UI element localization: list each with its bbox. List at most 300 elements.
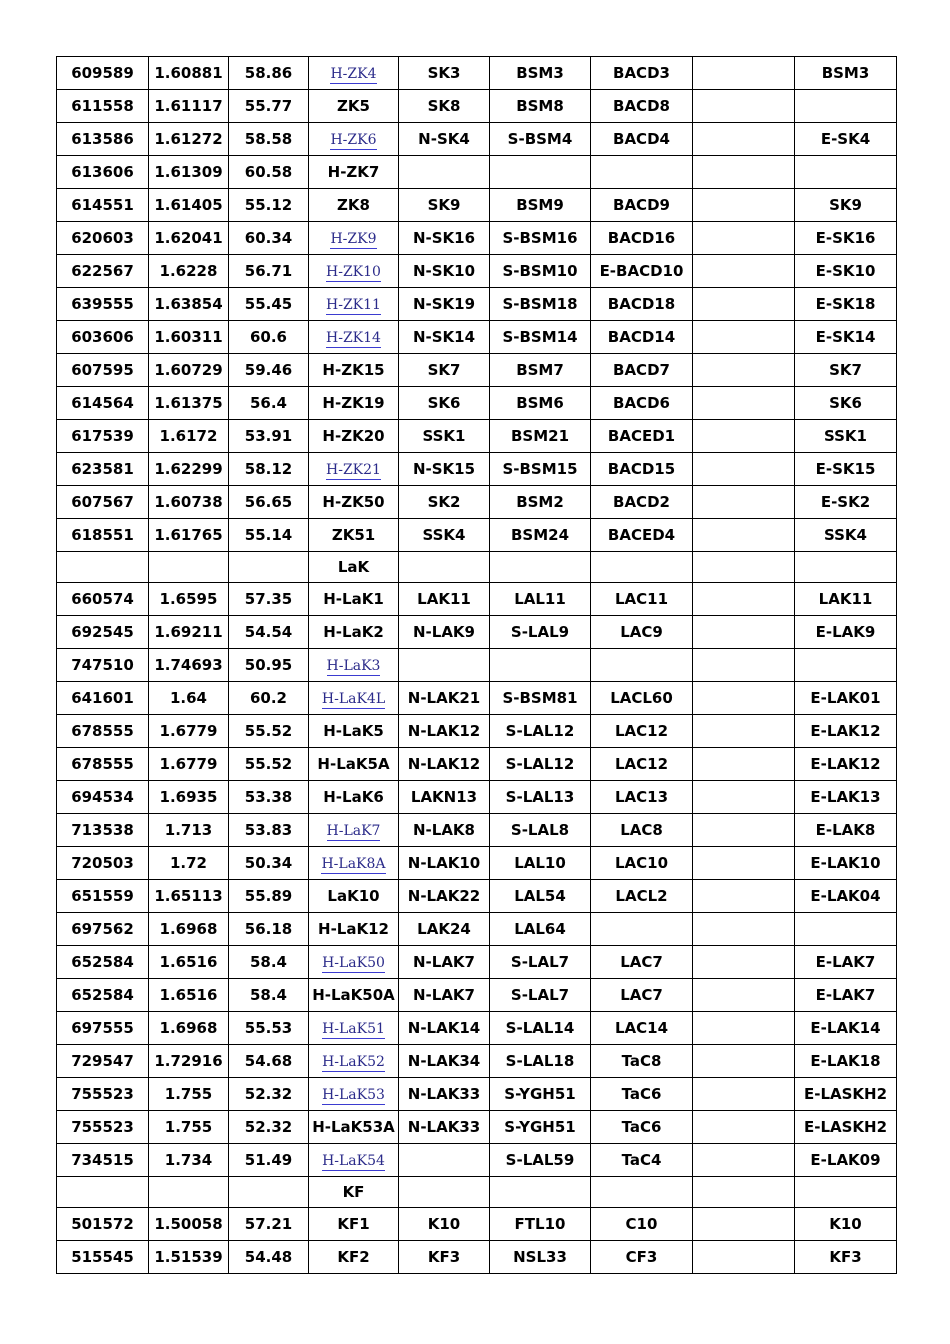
alt-grade-d-cell (693, 1241, 795, 1274)
alt-grade-a-cell: LAKN13 (399, 781, 490, 814)
code-cell: 501572 (57, 1208, 149, 1241)
table-row (57, 847, 897, 880)
alt-grade-b-cell: BSM9 (490, 189, 591, 222)
grade-cell: H-LaK50A (309, 979, 399, 1012)
alt-grade-e-cell: E-LAK01 (795, 682, 897, 715)
table-row (57, 880, 897, 913)
grade-link-cell[interactable] (309, 649, 399, 682)
alt-grade-c-cell: BACD8 (591, 90, 693, 123)
alt-grade-d-cell (693, 519, 795, 552)
alt-grade-c-cell: LAC13 (591, 781, 693, 814)
alt-grade-d-cell (693, 913, 795, 946)
alt-grade-a-cell (399, 552, 490, 583)
alt-grade-d-cell (693, 1177, 795, 1208)
alt-grade-c-cell: TaC6 (591, 1078, 693, 1111)
alt-grade-a-cell: SSK1 (399, 420, 490, 453)
alt-grade-e-cell: E-LAK10 (795, 847, 897, 880)
alt-grade-d-cell (693, 583, 795, 616)
alt-grade-b-cell: S-LAL18 (490, 1045, 591, 1078)
alt-grade-e-cell (795, 649, 897, 682)
alt-grade-e-cell: SK7 (795, 354, 897, 387)
grade-link-cell[interactable] (309, 1045, 399, 1078)
vd-cell: 51.49 (229, 1144, 309, 1177)
alt-grade-e-cell: E-SK10 (795, 255, 897, 288)
table-row (57, 715, 897, 748)
nd-cell: 1.734 (149, 1144, 229, 1177)
grade-link[interactable]: H-LaK53 (322, 1087, 385, 1103)
table-row (57, 222, 897, 255)
grade-link-cell[interactable] (309, 222, 399, 255)
glass-cross-reference-table (56, 56, 897, 1274)
table-row (57, 123, 897, 156)
alt-grade-c-cell: BACD4 (591, 123, 693, 156)
code-cell: 651559 (57, 880, 149, 913)
alt-grade-c-cell: LACL60 (591, 682, 693, 715)
table-row (57, 519, 897, 552)
code-cell: 660574 (57, 583, 149, 616)
vd-cell: 59.46 (229, 354, 309, 387)
grade-link-cell[interactable] (309, 123, 399, 156)
grade-link[interactable]: H-LaK52 (322, 1054, 385, 1070)
code-cell: 617539 (57, 420, 149, 453)
grade-link-cell[interactable] (309, 57, 399, 90)
alt-grade-e-cell: BSM3 (795, 57, 897, 90)
code-cell: 720503 (57, 847, 149, 880)
grade-link[interactable]: H-LaK7 (326, 823, 381, 839)
code-cell: 713538 (57, 814, 149, 847)
code-cell: 611558 (57, 90, 149, 123)
alt-grade-c-cell: LAC7 (591, 946, 693, 979)
table-row (57, 90, 897, 123)
grade-cell: H-LaK5 (309, 715, 399, 748)
code-cell: 694534 (57, 781, 149, 814)
alt-grade-e-cell: E-LAK7 (795, 979, 897, 1012)
table-row (57, 583, 897, 616)
alt-grade-a-cell: N-LAK34 (399, 1045, 490, 1078)
alt-grade-d-cell (693, 189, 795, 222)
alt-grade-d-cell (693, 420, 795, 453)
alt-grade-c-cell: LAC12 (591, 748, 693, 781)
alt-grade-e-cell: SSK4 (795, 519, 897, 552)
table-row (57, 486, 897, 519)
code-cell: 692545 (57, 616, 149, 649)
alt-grade-a-cell: N-LAK9 (399, 616, 490, 649)
alt-grade-a-cell: N-SK4 (399, 123, 490, 156)
alt-grade-d-cell (693, 453, 795, 486)
alt-grade-d-cell (693, 387, 795, 420)
alt-grade-e-cell: SK6 (795, 387, 897, 420)
nd-cell: 1.61375 (149, 387, 229, 420)
alt-grade-c-cell: BACED1 (591, 420, 693, 453)
alt-grade-d-cell (693, 552, 795, 583)
alt-grade-b-cell: FTL10 (490, 1208, 591, 1241)
alt-grade-d-cell (693, 1144, 795, 1177)
table-row (57, 354, 897, 387)
alt-grade-e-cell: E-LAK7 (795, 946, 897, 979)
alt-grade-e-cell (795, 913, 897, 946)
nd-cell: 1.6516 (149, 979, 229, 1012)
alt-grade-d-cell (693, 814, 795, 847)
alt-grade-a-cell: K10 (399, 1208, 490, 1241)
alt-grade-a-cell: N-LAK33 (399, 1078, 490, 1111)
alt-grade-b-cell (490, 649, 591, 682)
alt-grade-c-cell: LAC14 (591, 1012, 693, 1045)
table-row (57, 913, 897, 946)
alt-grade-e-cell: E-LAK12 (795, 715, 897, 748)
alt-grade-e-cell: E-SK14 (795, 321, 897, 354)
alt-grade-e-cell (795, 90, 897, 123)
alt-grade-a-cell: SK8 (399, 90, 490, 123)
alt-grade-d-cell (693, 354, 795, 387)
alt-grade-b-cell: S-YGH51 (490, 1111, 591, 1144)
grade-link-cell[interactable] (309, 847, 399, 880)
alt-grade-e-cell (795, 156, 897, 189)
vd-cell: 53.83 (229, 814, 309, 847)
nd-cell: 1.72916 (149, 1045, 229, 1078)
alt-grade-e-cell: SK9 (795, 189, 897, 222)
grade-cell: H-ZK20 (309, 420, 399, 453)
alt-grade-b-cell: S-BSM15 (490, 453, 591, 486)
grade-link[interactable]: H-ZK4 (330, 66, 377, 82)
alt-grade-e-cell: E-LAK13 (795, 781, 897, 814)
code-cell: 613586 (57, 123, 149, 156)
grade-cell: ZK5 (309, 90, 399, 123)
grade-link-cell[interactable] (309, 255, 399, 288)
grade-link-cell[interactable] (309, 946, 399, 979)
grade-link-cell[interactable] (309, 1144, 399, 1177)
alt-grade-a-cell: SK9 (399, 189, 490, 222)
alt-grade-e-cell: E-LAK18 (795, 1045, 897, 1078)
grade-link[interactable]: H-LaK4L (321, 691, 386, 707)
alt-grade-a-cell: N-SK15 (399, 453, 490, 486)
grade-cell: H-ZK19 (309, 387, 399, 420)
nd-cell: 1.6595 (149, 583, 229, 616)
alt-grade-c-cell: BACD2 (591, 486, 693, 519)
alt-grade-e-cell: E-LASKH2 (795, 1111, 897, 1144)
alt-grade-a-cell: LAK11 (399, 583, 490, 616)
table-row (57, 189, 897, 222)
grade-cell: H-LaK6 (309, 781, 399, 814)
table-row (57, 1208, 897, 1241)
grade-link[interactable]: H-ZK10 (326, 264, 381, 280)
alt-grade-a-cell (399, 1177, 490, 1208)
nd-cell: 1.6779 (149, 715, 229, 748)
code-cell: 607595 (57, 354, 149, 387)
nd-cell: 1.60881 (149, 57, 229, 90)
alt-grade-b-cell: S-LAL7 (490, 979, 591, 1012)
code-cell: 697555 (57, 1012, 149, 1045)
alt-grade-a-cell (399, 156, 490, 189)
table-row (57, 1045, 897, 1078)
alt-grade-a-cell: KF3 (399, 1241, 490, 1274)
alt-grade-c-cell: LACL2 (591, 880, 693, 913)
alt-grade-c-cell: LAC7 (591, 979, 693, 1012)
vd-cell: 53.38 (229, 781, 309, 814)
alt-grade-c-cell (591, 1177, 693, 1208)
alt-grade-b-cell: S-LAL7 (490, 946, 591, 979)
table-row (57, 255, 897, 288)
grade-cell: KF (309, 1177, 399, 1208)
alt-grade-c-cell: C10 (591, 1208, 693, 1241)
alt-grade-d-cell (693, 946, 795, 979)
table-row (57, 1144, 897, 1177)
code-cell: 755523 (57, 1078, 149, 1111)
code-cell: 652584 (57, 979, 149, 1012)
code-cell: 603606 (57, 321, 149, 354)
alt-grade-a-cell: SSK4 (399, 519, 490, 552)
grade-link[interactable]: H-LaK8A (321, 856, 386, 872)
vd-cell: 58.12 (229, 453, 309, 486)
vd-cell: 55.45 (229, 288, 309, 321)
table-row (57, 1241, 897, 1274)
alt-grade-c-cell: LAC9 (591, 616, 693, 649)
alt-grade-d-cell (693, 682, 795, 715)
grade-cell: H-LaK2 (309, 616, 399, 649)
alt-grade-a-cell: N-LAK22 (399, 880, 490, 913)
alt-grade-e-cell: E-LAK14 (795, 1012, 897, 1045)
grade-link-cell[interactable] (309, 453, 399, 486)
code-cell: 652584 (57, 946, 149, 979)
code-cell: 623581 (57, 453, 149, 486)
grade-link[interactable]: H-ZK9 (330, 231, 377, 247)
table-row (57, 156, 897, 189)
grade-link[interactable]: H-ZK11 (326, 297, 381, 313)
vd-cell: 55.12 (229, 189, 309, 222)
alt-grade-d-cell (693, 715, 795, 748)
alt-grade-c-cell: BACD14 (591, 321, 693, 354)
alt-grade-c-cell (591, 649, 693, 682)
nd-cell: 1.64 (149, 682, 229, 715)
grade-cell: H-LaK53A (309, 1111, 399, 1144)
alt-grade-b-cell (490, 552, 591, 583)
table-row (57, 420, 897, 453)
alt-grade-c-cell: BACED4 (591, 519, 693, 552)
table-row (57, 387, 897, 420)
alt-grade-d-cell (693, 123, 795, 156)
vd-cell: 56.18 (229, 913, 309, 946)
alt-grade-d-cell (693, 748, 795, 781)
vd-cell: 55.89 (229, 880, 309, 913)
alt-grade-c-cell: BACD7 (591, 354, 693, 387)
vd-cell: 55.53 (229, 1012, 309, 1045)
vd-cell (229, 552, 309, 583)
alt-grade-e-cell (795, 552, 897, 583)
code-cell: 614551 (57, 189, 149, 222)
vd-cell: 54.54 (229, 616, 309, 649)
grade-link[interactable]: H-LaK54 (322, 1153, 385, 1169)
vd-cell: 56.65 (229, 486, 309, 519)
alt-grade-e-cell: LAK11 (795, 583, 897, 616)
alt-grade-d-cell (693, 1045, 795, 1078)
vd-cell: 55.14 (229, 519, 309, 552)
table-row (57, 57, 897, 90)
vd-cell: 50.95 (229, 649, 309, 682)
alt-grade-e-cell: E-LAK04 (795, 880, 897, 913)
table-row (57, 979, 897, 1012)
alt-grade-b-cell (490, 156, 591, 189)
nd-cell: 1.755 (149, 1078, 229, 1111)
table-row (57, 288, 897, 321)
grade-link-cell[interactable] (309, 288, 399, 321)
nd-cell: 1.6172 (149, 420, 229, 453)
nd-cell: 1.6968 (149, 1012, 229, 1045)
nd-cell: 1.61272 (149, 123, 229, 156)
table-row (57, 682, 897, 715)
alt-grade-b-cell: NSL33 (490, 1241, 591, 1274)
grade-link[interactable]: H-LaK51 (322, 1021, 385, 1037)
nd-cell: 1.51539 (149, 1241, 229, 1274)
alt-grade-a-cell: N-LAK12 (399, 715, 490, 748)
alt-grade-c-cell: LAC11 (591, 583, 693, 616)
grade-link[interactable]: H-ZK6 (330, 132, 377, 148)
alt-grade-a-cell: SK6 (399, 387, 490, 420)
grade-cell: H-LaK5A (309, 748, 399, 781)
section-header-row (57, 1177, 897, 1208)
vd-cell: 54.68 (229, 1045, 309, 1078)
code-cell: 641601 (57, 682, 149, 715)
alt-grade-e-cell: E-LASKH2 (795, 1078, 897, 1111)
alt-grade-d-cell (693, 1012, 795, 1045)
vd-cell: 56.71 (229, 255, 309, 288)
section-header-row (57, 552, 897, 583)
table-row (57, 946, 897, 979)
alt-grade-b-cell: BSM24 (490, 519, 591, 552)
grade-cell: H-LaK12 (309, 913, 399, 946)
nd-cell: 1.6516 (149, 946, 229, 979)
alt-grade-d-cell (693, 880, 795, 913)
grade-link[interactable]: H-LaK3 (326, 658, 381, 674)
alt-grade-b-cell: S-YGH51 (490, 1078, 591, 1111)
alt-grade-b-cell: BSM6 (490, 387, 591, 420)
code-cell: 639555 (57, 288, 149, 321)
alt-grade-e-cell: E-SK18 (795, 288, 897, 321)
alt-grade-b-cell: S-LAL59 (490, 1144, 591, 1177)
vd-cell: 56.4 (229, 387, 309, 420)
grade-link-cell[interactable] (309, 1078, 399, 1111)
grade-link[interactable]: H-ZK14 (326, 330, 381, 346)
vd-cell: 54.48 (229, 1241, 309, 1274)
grade-link-cell[interactable] (309, 1012, 399, 1045)
nd-cell: 1.62041 (149, 222, 229, 255)
vd-cell: 55.52 (229, 748, 309, 781)
grade-link[interactable]: H-ZK21 (326, 462, 381, 478)
table-row (57, 814, 897, 847)
alt-grade-b-cell: BSM8 (490, 90, 591, 123)
alt-grade-a-cell: N-LAK10 (399, 847, 490, 880)
alt-grade-c-cell: LAC10 (591, 847, 693, 880)
vd-cell: 57.35 (229, 583, 309, 616)
nd-cell: 1.62299 (149, 453, 229, 486)
alt-grade-b-cell: S-BSM4 (490, 123, 591, 156)
vd-cell: 58.86 (229, 57, 309, 90)
alt-grade-a-cell: N-SK19 (399, 288, 490, 321)
alt-grade-d-cell (693, 649, 795, 682)
vd-cell: 50.34 (229, 847, 309, 880)
alt-grade-b-cell: LAL54 (490, 880, 591, 913)
table-row (57, 649, 897, 682)
alt-grade-c-cell: TaC8 (591, 1045, 693, 1078)
nd-cell (149, 552, 229, 583)
table-row (57, 781, 897, 814)
vd-cell: 58.4 (229, 946, 309, 979)
alt-grade-b-cell: S-LAL8 (490, 814, 591, 847)
nd-cell: 1.61309 (149, 156, 229, 189)
alt-grade-b-cell: S-LAL9 (490, 616, 591, 649)
alt-grade-c-cell: E-BACD10 (591, 255, 693, 288)
table-row (57, 616, 897, 649)
alt-grade-e-cell: E-LAK09 (795, 1144, 897, 1177)
alt-grade-d-cell (693, 156, 795, 189)
alt-grade-b-cell: S-LAL12 (490, 715, 591, 748)
nd-cell: 1.63854 (149, 288, 229, 321)
nd-cell: 1.6779 (149, 748, 229, 781)
grade-link[interactable]: H-LaK50 (322, 955, 385, 971)
alt-grade-e-cell: KF3 (795, 1241, 897, 1274)
alt-grade-d-cell (693, 57, 795, 90)
alt-grade-c-cell: CF3 (591, 1241, 693, 1274)
alt-grade-b-cell: BSM21 (490, 420, 591, 453)
alt-grade-b-cell: S-BSM81 (490, 682, 591, 715)
code-cell: 622567 (57, 255, 149, 288)
alt-grade-c-cell: TaC4 (591, 1144, 693, 1177)
alt-grade-d-cell (693, 1111, 795, 1144)
alt-grade-c-cell: BACD6 (591, 387, 693, 420)
alt-grade-c-cell (591, 913, 693, 946)
grade-link-cell[interactable] (309, 321, 399, 354)
code-cell (57, 1177, 149, 1208)
alt-grade-e-cell: E-SK16 (795, 222, 897, 255)
code-cell: 515545 (57, 1241, 149, 1274)
code-cell: 607567 (57, 486, 149, 519)
alt-grade-a-cell (399, 1144, 490, 1177)
nd-cell: 1.60738 (149, 486, 229, 519)
alt-grade-d-cell (693, 616, 795, 649)
nd-cell: 1.61765 (149, 519, 229, 552)
vd-cell: 55.52 (229, 715, 309, 748)
alt-grade-e-cell: SSK1 (795, 420, 897, 453)
alt-grade-d-cell (693, 321, 795, 354)
alt-grade-b-cell: LAL11 (490, 583, 591, 616)
vd-cell: 60.6 (229, 321, 309, 354)
vd-cell: 52.32 (229, 1111, 309, 1144)
alt-grade-c-cell: BACD9 (591, 189, 693, 222)
code-cell: 620603 (57, 222, 149, 255)
nd-cell: 1.61405 (149, 189, 229, 222)
alt-grade-b-cell: S-BSM16 (490, 222, 591, 255)
grade-cell: H-ZK7 (309, 156, 399, 189)
nd-cell: 1.6968 (149, 913, 229, 946)
alt-grade-b-cell: BSM2 (490, 486, 591, 519)
alt-grade-b-cell: S-LAL13 (490, 781, 591, 814)
nd-cell: 1.74693 (149, 649, 229, 682)
alt-grade-e-cell: K10 (795, 1208, 897, 1241)
alt-grade-c-cell: LAC8 (591, 814, 693, 847)
grade-link-cell[interactable] (309, 814, 399, 847)
table-row (57, 1012, 897, 1045)
nd-cell: 1.50058 (149, 1208, 229, 1241)
table-row (57, 321, 897, 354)
alt-grade-a-cell: N-SK16 (399, 222, 490, 255)
nd-cell: 1.6935 (149, 781, 229, 814)
nd-cell: 1.65113 (149, 880, 229, 913)
alt-grade-b-cell (490, 1177, 591, 1208)
grade-cell: H-ZK15 (309, 354, 399, 387)
grade-link-cell[interactable] (309, 682, 399, 715)
grade-cell: KF1 (309, 1208, 399, 1241)
alt-grade-a-cell: N-LAK14 (399, 1012, 490, 1045)
grade-cell: ZK8 (309, 189, 399, 222)
vd-cell: 55.77 (229, 90, 309, 123)
